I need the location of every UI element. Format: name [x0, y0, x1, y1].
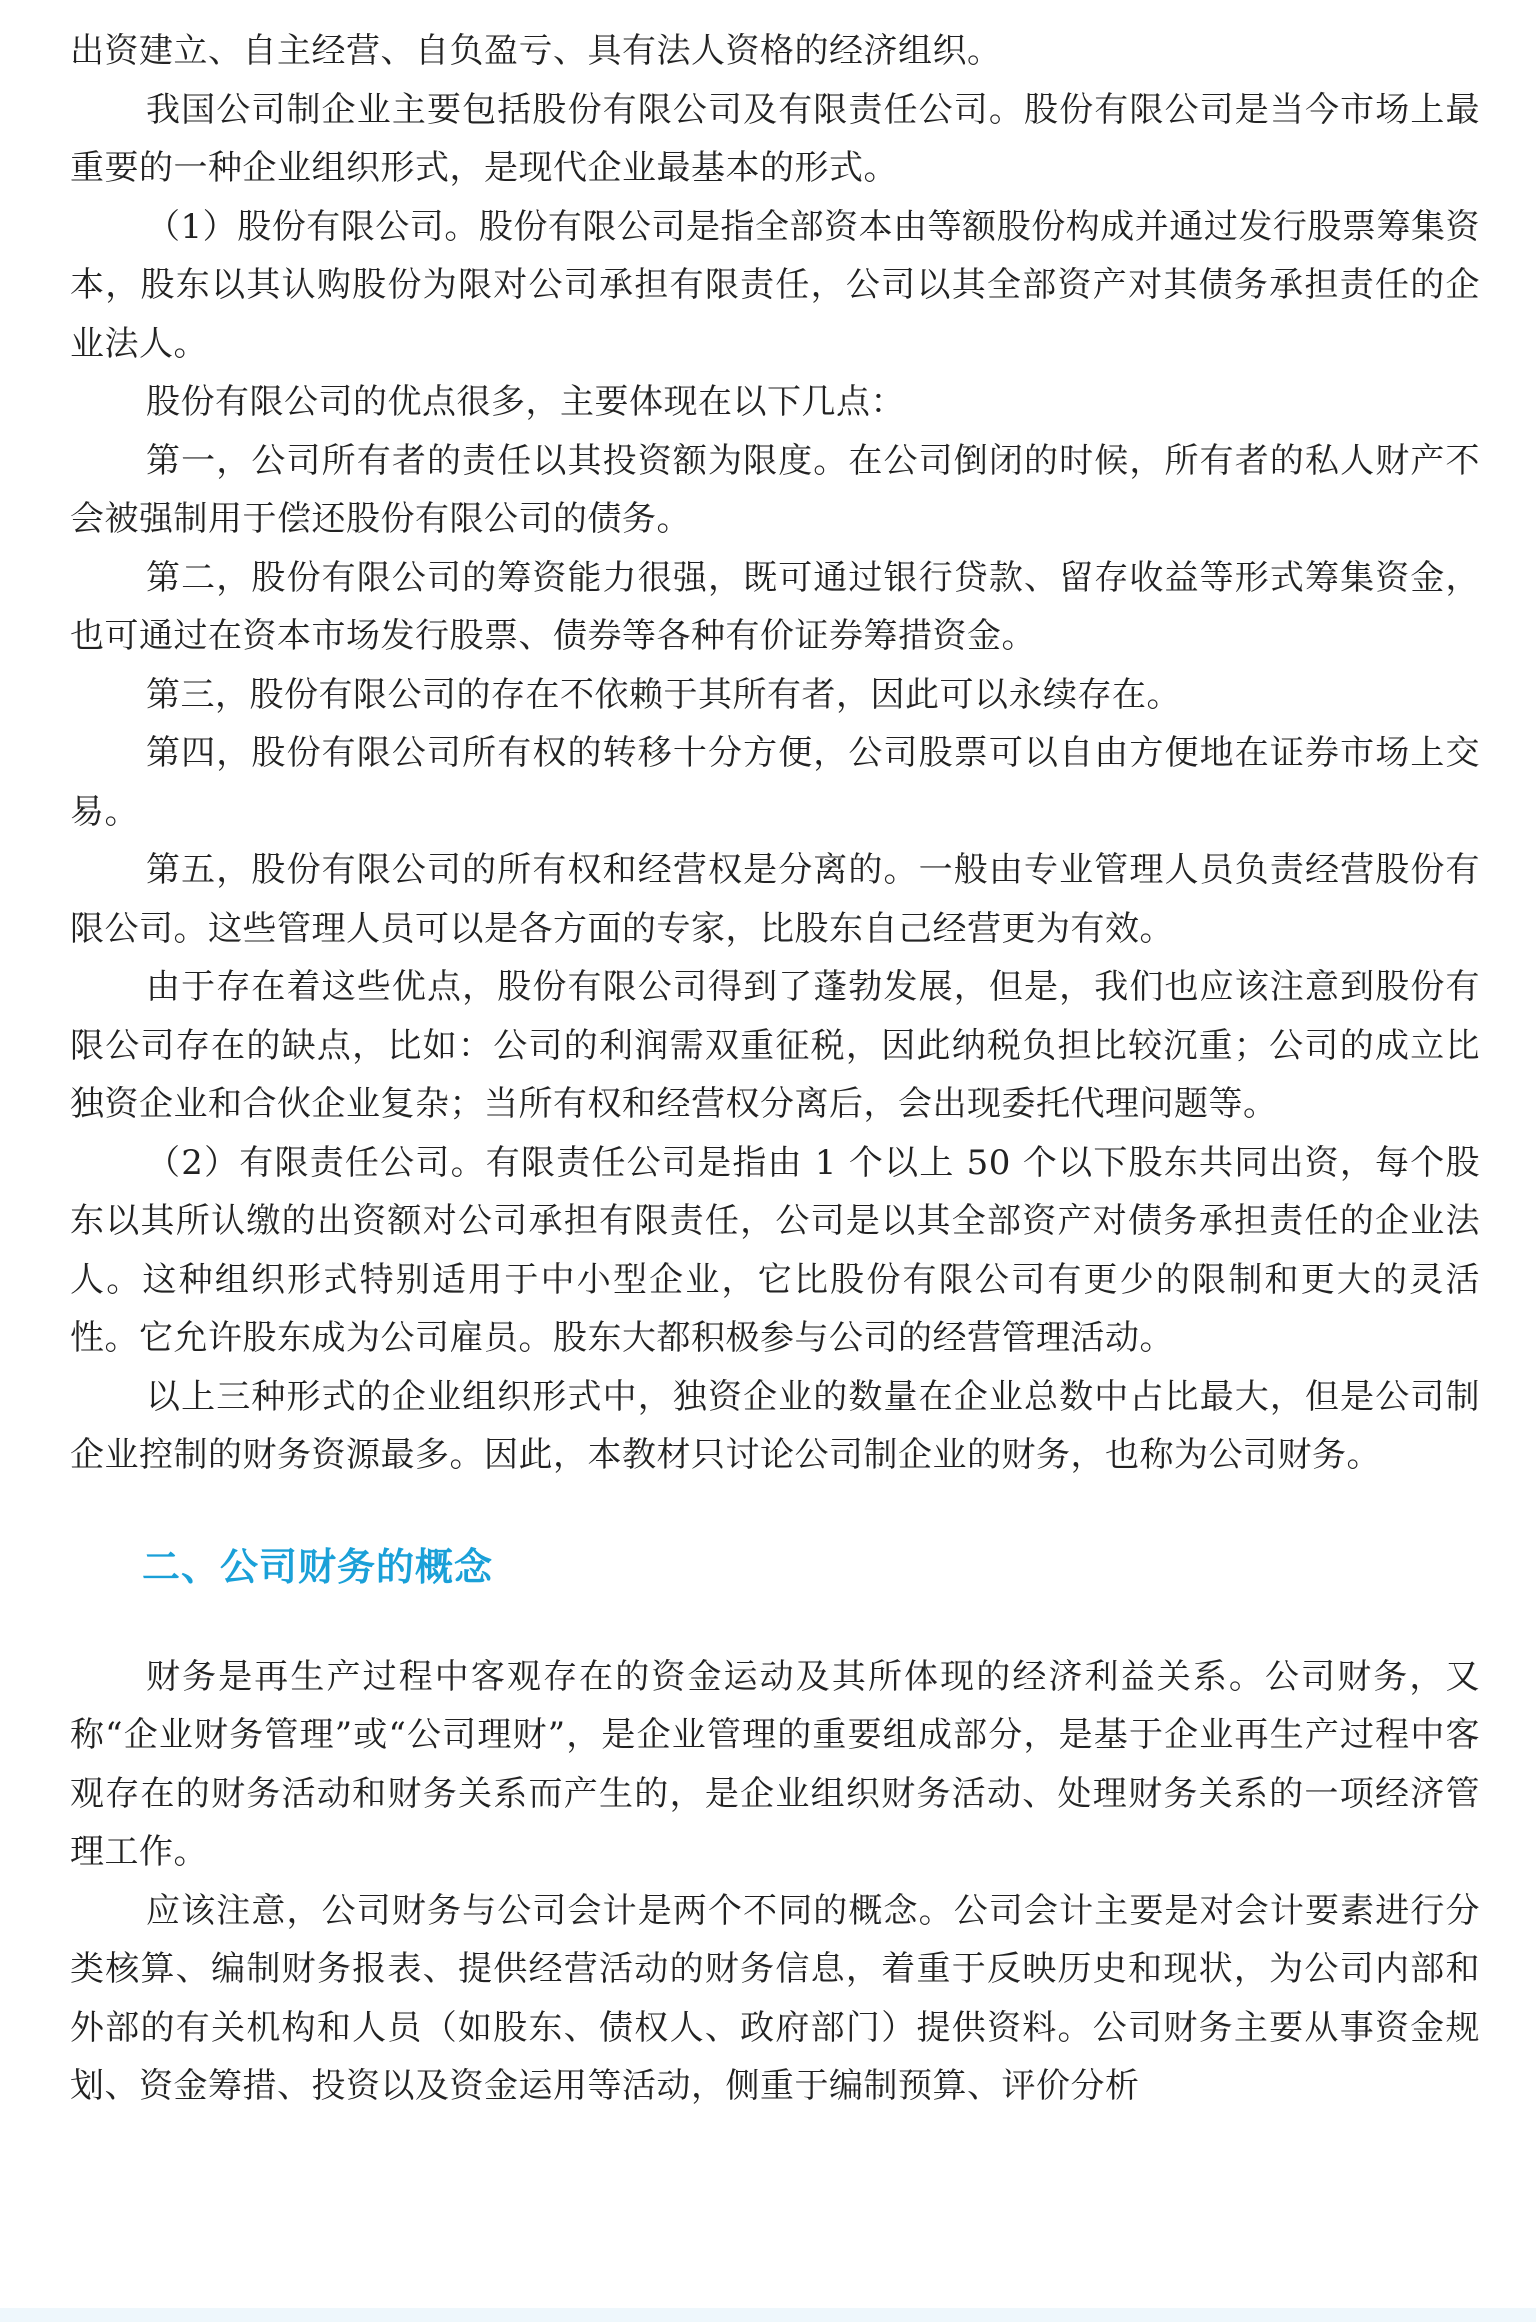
- paragraph-finance-vs-accounting: 应该注意，公司财务与公司会计是两个不同的概念。公司会计主要是对会计要素进行分类核算、编制财务报表、提供经营活动的财务信息，着重于反映历史和现状，为公司内部和外部的有关机构和人员（如股东、债权人、政府部门）提供资料。公司财务主要从事资金规划、资金筹措、投资以及资金运用等活动，侧重于编制预算、评价分析: [70, 1890, 1480, 2106]
- document-page: [70, 22, 1480, 2116]
- section-heading: 二、公司财务的概念: [142, 1544, 494, 1589]
- page-bottom-band: [0, 2308, 1536, 2322]
- paragraph-advantage-4: 第四，股份有限公司所有权的转移十分方便，公司股票可以自由方便地在证券市场上交易。: [70, 733, 1480, 832]
- paragraph-company-types: 我国公司制企业主要包括股份有限公司及有限责任公司。股份有限公司是当今市场上最重要的一种企业组织形式，是现代企业最基本的形式。: [70, 89, 1480, 188]
- paragraph-summary: 以上三种形式的企业组织形式中，独资企业的数量在企业总数中占比最大，但是公司制企业控制的财务资源最多。因此，本教材只讨论公司制企业的财务，也称为公司财务。: [70, 1376, 1480, 1475]
- paragraph-advantage-2: 第二，股份有限公司的筹资能力很强，既可通过银行贷款、留存收益等形式筹集资金，也可通过在资本市场发行股票、债券等各种有价证券筹措资金。: [70, 557, 1480, 656]
- paragraph-advantage-3: 第三，股份有限公司的存在不依赖于其所有者，因此可以永续存在。: [146, 674, 1181, 715]
- paragraph-limited-liability: （2）有限责任公司。有限责任公司是指由 1 个以上 50 个以下股东共同出资，每个股东以其所认缴的出资额对公司承担有限责任，公司是以其全部资产对债务承担责任的企业法人。这种组织形式特别适用于中小型企业，它比股份有限公司有更少的限制和更大的灵活性。它允许股东成为公司雇员。股东大都积极参与公司的经营管理活动。: [70, 1142, 1480, 1358]
- paragraph-disadvantages: 由于存在着这些优点，股份有限公司得到了蓬勃发展，但是，我们也应该注意到股份有限公司存在的缺点，比如：公司的利润需双重征税，因此纳税负担比较沉重；公司的成立比独资企业和合伙企业复杂；当所有权和经营权分离后，会出现委托代理问题等。: [70, 967, 1480, 1124]
- paragraph-advantage-1: 第一，公司所有者的责任以其投资额为限度。在公司倒闭的时候，所有者的私人财产不会被强制用于偿还股份有限公司的债务。: [70, 440, 1480, 539]
- paragraph-advantage-5: 第五，股份有限公司的所有权和经营权是分离的。一般由专业管理人员负责经营股份有限公司。这些管理人员可以是各方面的专家，比股东自己经营更为有效。: [70, 850, 1480, 949]
- paragraph-joint-stock-definition: （1）股份有限公司。股份有限公司是指全部资本由等额股份构成并通过发行股票筹集资本，股东以其认购股份为限对公司承担有限责任，公司以其全部资产对其债务承担责任的企业法人。: [70, 206, 1480, 364]
- paragraph-advantages-intro: 股份有限公司的优点很多，主要体现在以下几点：: [146, 382, 905, 422]
- paragraph-continuation: 出资建立、自主经营、自负盈亏、具有法人资格的经济组织。: [70, 31, 1002, 71]
- paragraph-finance-definition: 财务是再生产过程中客观存在的资金运动及其所体现的经济利益关系。公司财务，又称“企业财务管理”或“公司理财”，是企业管理的重要组成部分，是基于企业再生产过程中客观存在的财务活动和财务关系而产生的，是企业组织财务活动、处理财务关系的一项经济管理工作。: [70, 1656, 1480, 1872]
